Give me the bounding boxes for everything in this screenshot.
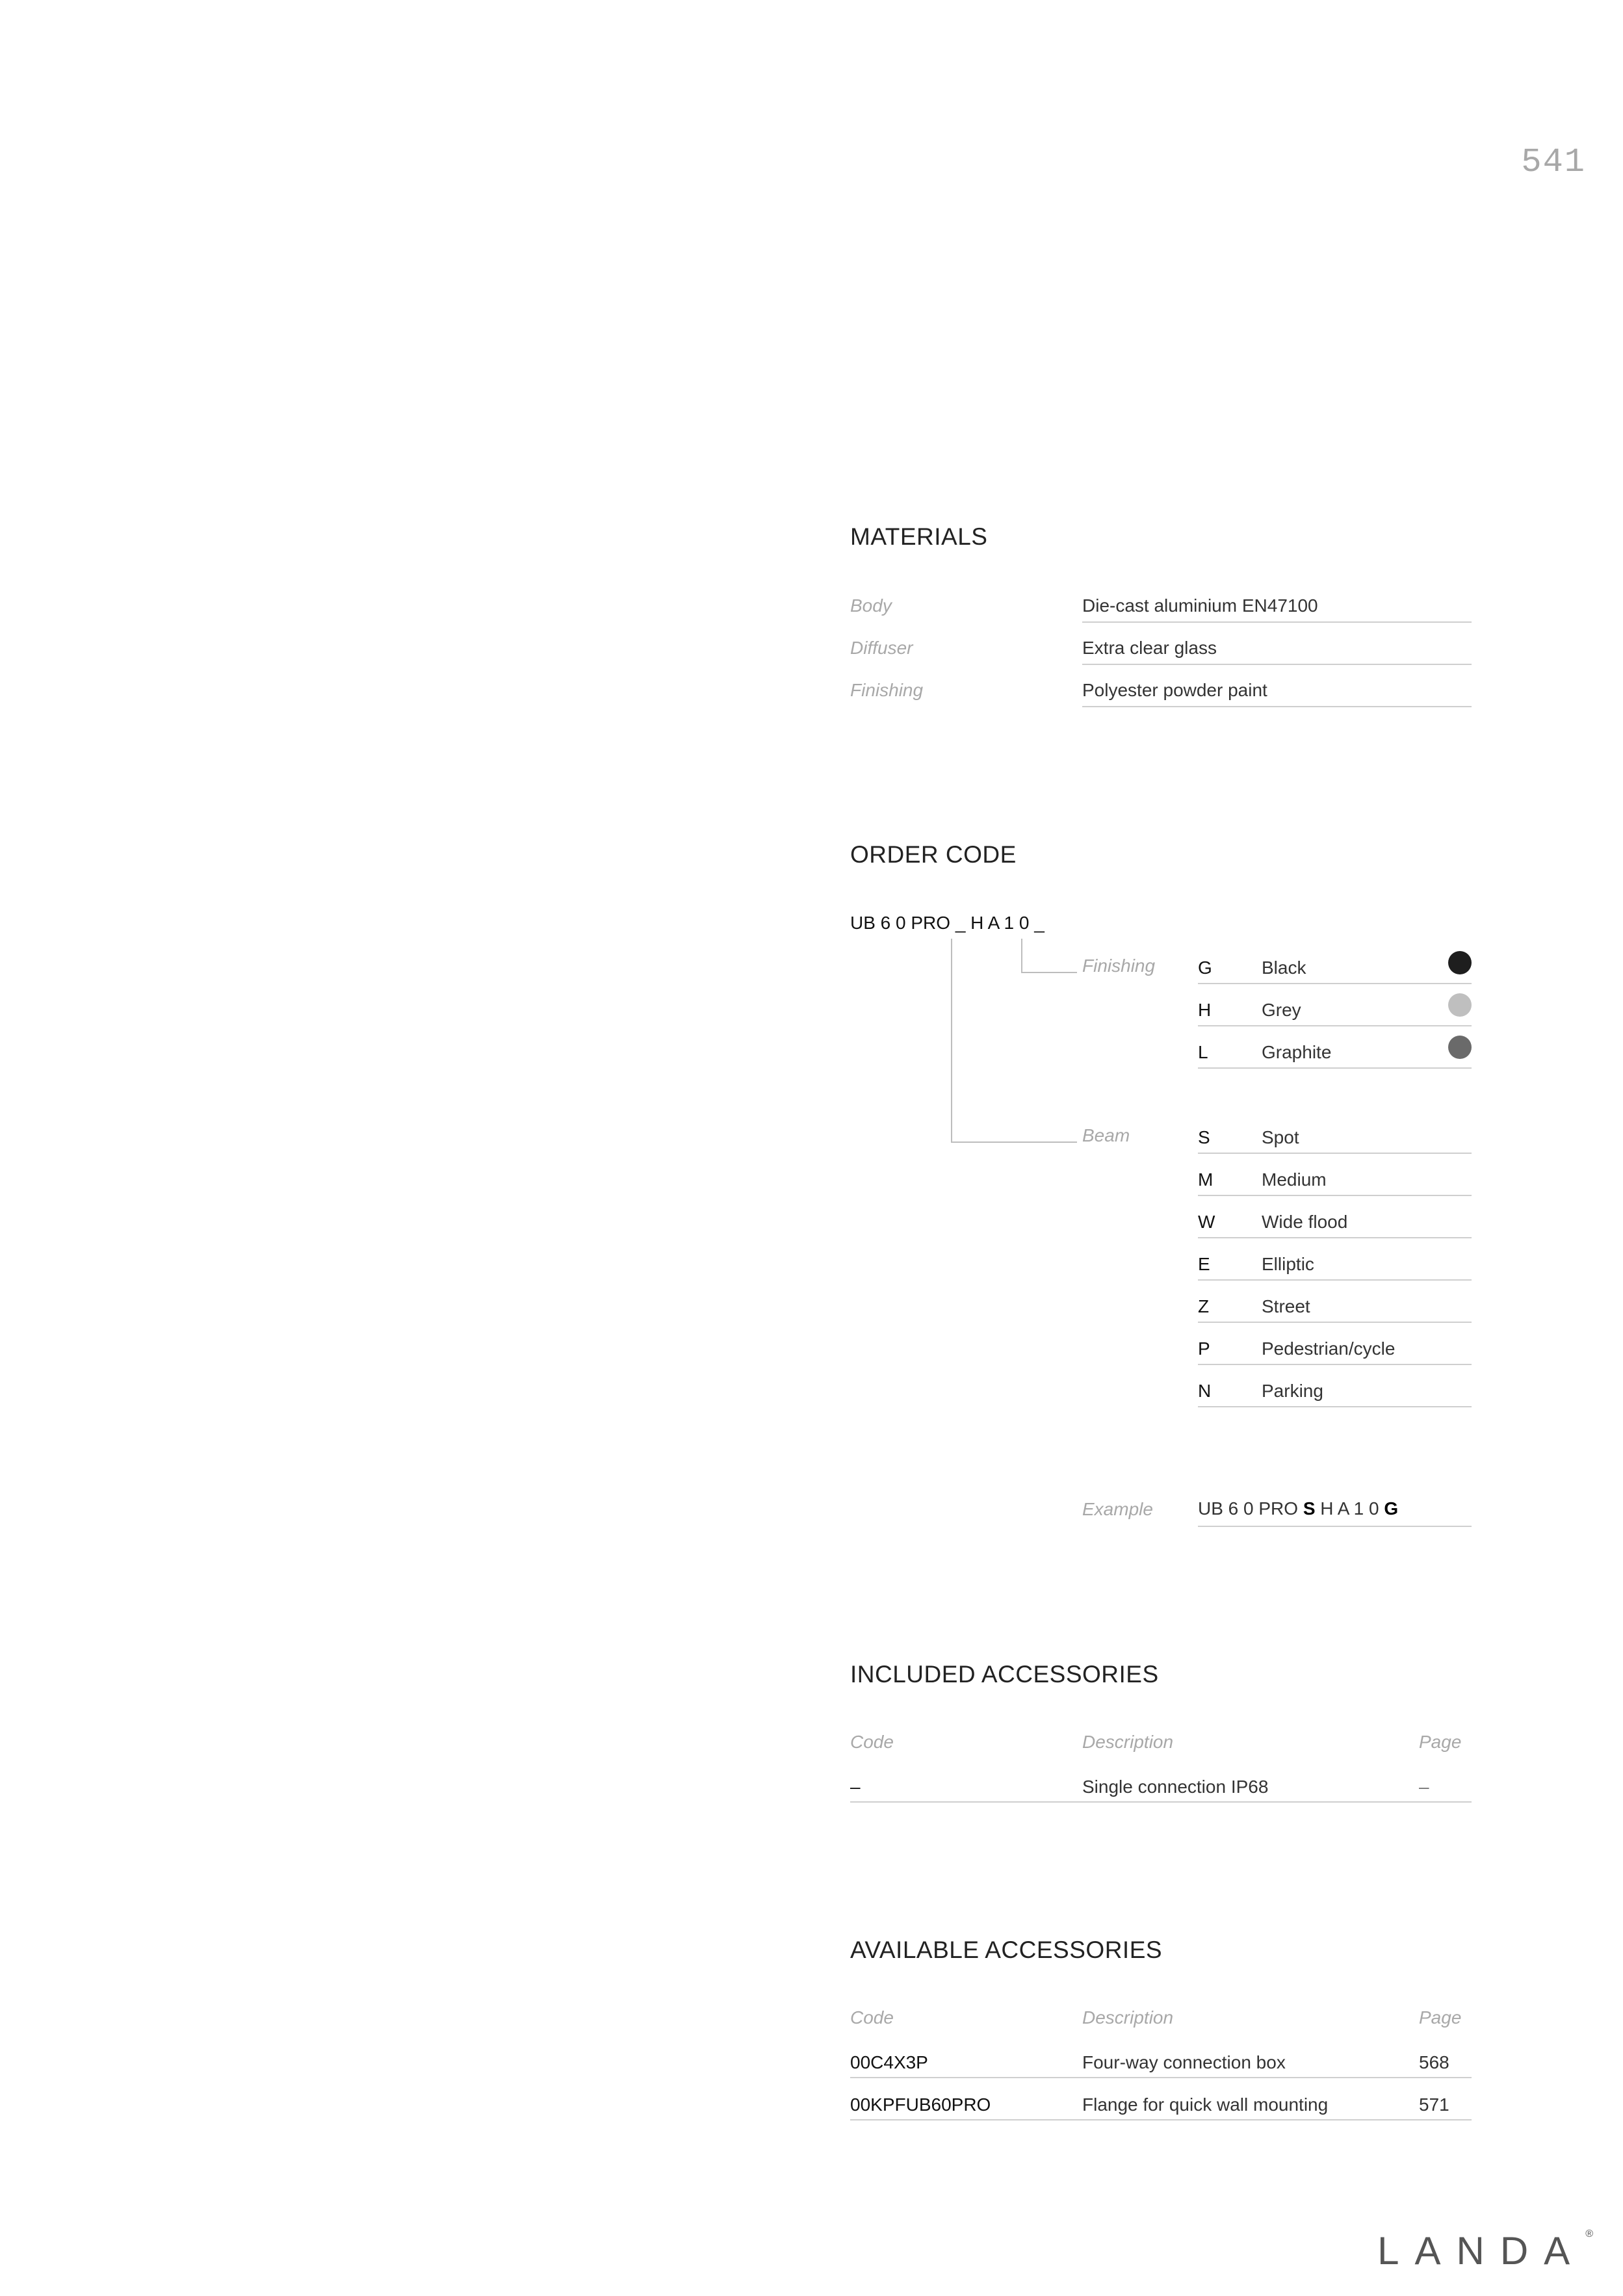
beam-connector-vertical bbox=[951, 939, 952, 1142]
row-divider bbox=[1198, 1153, 1472, 1154]
option-name: Spot bbox=[1262, 1127, 1299, 1147]
accessory-description: Single connection IP68 bbox=[1082, 1777, 1269, 1797]
example-finish-code: G bbox=[1384, 1498, 1399, 1519]
option-name: Wide flood bbox=[1262, 1212, 1348, 1232]
accessory-page: – bbox=[1419, 1777, 1429, 1797]
example-label: Example bbox=[1082, 1499, 1153, 1519]
materials-row bbox=[850, 593, 1472, 619]
finishing-option bbox=[1198, 955, 1472, 981]
header-code: Code bbox=[850, 2007, 894, 2028]
materials-row bbox=[850, 635, 1472, 661]
order-code-pattern: UB 6 0 PRO _ H A 1 0 _ bbox=[850, 913, 1045, 933]
beam-option bbox=[1198, 1378, 1472, 1404]
row-divider bbox=[1082, 664, 1472, 665]
landa-logo bbox=[1377, 2228, 1593, 2273]
row-divider bbox=[1082, 706, 1472, 707]
available-accessories-title: AVAILABLE ACCESSORIES bbox=[850, 1937, 1163, 1963]
accessory-code: 00C4X3P bbox=[850, 2052, 928, 2072]
header-page: Page bbox=[1419, 2007, 1462, 2028]
option-code: L bbox=[1198, 1042, 1208, 1062]
beam-option bbox=[1198, 1125, 1472, 1151]
finishing-option bbox=[1198, 1039, 1472, 1065]
finishing-connector-horizontal bbox=[1021, 972, 1077, 973]
option-code: Z bbox=[1198, 1296, 1210, 1316]
included-accessories-title: INCLUDED ACCESSORIES bbox=[850, 1661, 1159, 1688]
finishing-connector-vertical bbox=[1021, 939, 1022, 972]
option-code: H bbox=[1198, 1000, 1212, 1020]
logo-text: LANDA bbox=[1377, 2229, 1586, 2273]
row-divider bbox=[1198, 1237, 1472, 1238]
row-divider bbox=[850, 2077, 1472, 2078]
finishing-option bbox=[1198, 997, 1472, 1023]
table-row bbox=[850, 2050, 1472, 2076]
accessory-page: 571 bbox=[1419, 2094, 1449, 2115]
option-name: Parking bbox=[1262, 1381, 1323, 1401]
option-name: Elliptic bbox=[1262, 1254, 1314, 1274]
row-divider bbox=[1198, 983, 1472, 984]
row-divider bbox=[1198, 1067, 1472, 1069]
header-description: Description bbox=[1082, 1732, 1174, 1752]
option-name: Grey bbox=[1262, 1000, 1301, 1020]
accessory-code: – bbox=[850, 1777, 861, 1797]
finishing-label: Finishing bbox=[1082, 956, 1156, 976]
header-page: Page bbox=[1419, 1732, 1462, 1752]
row-divider bbox=[1198, 1195, 1472, 1196]
row-divider bbox=[1198, 1025, 1472, 1026]
material-label: Body bbox=[850, 595, 892, 616]
example-middle: H A 1 0 bbox=[1315, 1498, 1384, 1519]
row-divider bbox=[1198, 1364, 1472, 1365]
example-beam-code: S bbox=[1303, 1498, 1316, 1519]
beam-option bbox=[1198, 1209, 1472, 1235]
table-row bbox=[850, 2092, 1472, 2118]
option-name: Medium bbox=[1262, 1169, 1327, 1190]
accessory-code: 00KPFUB60PRO bbox=[850, 2094, 991, 2115]
accessory-page: 568 bbox=[1419, 2052, 1449, 2072]
row-divider bbox=[1198, 1279, 1472, 1281]
row-divider bbox=[850, 1801, 1472, 1803]
black-swatch bbox=[1448, 951, 1472, 974]
material-label: Diffuser bbox=[850, 638, 913, 658]
option-code: P bbox=[1198, 1338, 1210, 1359]
table-row bbox=[850, 1774, 1472, 1800]
header-description: Description bbox=[1082, 2007, 1174, 2028]
example-code bbox=[1198, 1498, 1398, 1519]
materials-row bbox=[850, 677, 1472, 703]
option-name: Graphite bbox=[1262, 1042, 1332, 1062]
order-code-title: ORDER CODE bbox=[850, 841, 1017, 868]
example-prefix: UB 6 0 PRO bbox=[1198, 1498, 1303, 1519]
row-divider bbox=[850, 2119, 1472, 2120]
row-divider bbox=[1198, 1406, 1472, 1407]
option-code: S bbox=[1198, 1127, 1210, 1147]
option-name: Street bbox=[1262, 1296, 1310, 1316]
option-name: Pedestrian/cycle bbox=[1262, 1338, 1396, 1359]
grey-swatch bbox=[1448, 993, 1472, 1017]
row-divider bbox=[1198, 1322, 1472, 1323]
registered-mark: ® bbox=[1585, 2228, 1593, 2239]
row-divider bbox=[1198, 1526, 1472, 1527]
option-code: M bbox=[1198, 1169, 1214, 1190]
accessory-description: Four-way connection box bbox=[1082, 2052, 1286, 2072]
beam-option bbox=[1198, 1336, 1472, 1362]
beam-label: Beam bbox=[1082, 1125, 1130, 1145]
accessory-description: Flange for quick wall mounting bbox=[1082, 2094, 1329, 2115]
option-code: W bbox=[1198, 1212, 1215, 1232]
materials-title: MATERIALS bbox=[850, 523, 988, 550]
beam-connector-horizontal bbox=[951, 1141, 1077, 1143]
option-name: Black bbox=[1262, 958, 1306, 978]
header-code: Code bbox=[850, 1732, 894, 1752]
option-code: G bbox=[1198, 958, 1212, 978]
beam-option bbox=[1198, 1251, 1472, 1277]
graphite-swatch bbox=[1448, 1036, 1472, 1059]
option-code: N bbox=[1198, 1381, 1212, 1401]
page-number: 541 bbox=[1521, 143, 1586, 181]
material-value: Extra clear glass bbox=[1082, 638, 1217, 658]
beam-option bbox=[1198, 1167, 1472, 1193]
option-code: E bbox=[1198, 1254, 1210, 1274]
material-label: Finishing bbox=[850, 680, 924, 700]
material-value: Polyester powder paint bbox=[1082, 680, 1267, 700]
row-divider bbox=[1082, 621, 1472, 623]
beam-option bbox=[1198, 1294, 1472, 1320]
material-value: Die-cast aluminium EN47100 bbox=[1082, 595, 1318, 616]
